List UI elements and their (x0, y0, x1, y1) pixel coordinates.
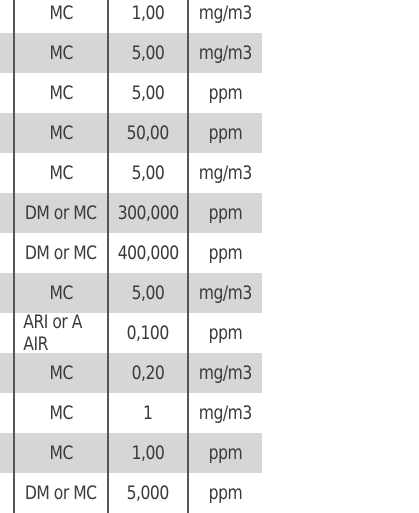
limit-type-text: MC (49, 162, 73, 184)
limit-type-cell (15, 233, 109, 273)
table-row (0, 273, 262, 313)
limit-unit-cell (189, 0, 262, 33)
limit-value-text: 1,00 (132, 433, 165, 473)
table-row (0, 473, 262, 513)
table-row (0, 353, 262, 393)
limit-value-cell (109, 0, 188, 33)
limit-type-text: MC (49, 402, 73, 424)
limit-value-cell (109, 233, 188, 273)
table-row (0, 73, 262, 113)
row-edge-cell (0, 473, 15, 513)
limit-value-text: 300,000 (117, 193, 178, 233)
table-row (0, 393, 262, 433)
limit-unit-text: mg/m3 (198, 2, 252, 24)
limit-type-cell (15, 473, 109, 513)
limit-unit-cell (189, 153, 262, 193)
limit-value-text: 400,000 (117, 242, 179, 264)
limit-unit-text: ppm (209, 433, 242, 473)
limit-value-text: 1,00 (131, 2, 165, 24)
limit-value-text: 5,00 (132, 273, 165, 313)
limit-type-text: MC (49, 113, 72, 153)
limit-unit-cell (189, 353, 262, 393)
limit-value-text: 50,00 (127, 113, 169, 153)
limit-unit-text: ppm (208, 82, 243, 104)
limit-value-cell (109, 473, 188, 513)
row-edge-cell (0, 153, 15, 193)
limit-unit-text: mg/m3 (199, 273, 252, 313)
limit-type-text: MC (49, 82, 73, 104)
limit-value-text: 5,00 (131, 162, 165, 184)
limit-type-text: MC (49, 2, 73, 24)
limit-type-cell (15, 113, 109, 153)
table-row (0, 153, 262, 193)
row-edge-cell (0, 353, 15, 393)
row-edge-cell (0, 0, 15, 33)
row-edge-cell (0, 233, 15, 273)
row-edge-cell (0, 113, 15, 153)
limit-type-cell (15, 33, 109, 73)
limit-type-text: MC (49, 273, 72, 313)
limit-unit-cell (189, 393, 262, 433)
limit-type-cell (15, 393, 109, 433)
table-row (0, 33, 262, 73)
limit-value-text: 5,00 (132, 33, 165, 73)
limit-type-cell (15, 73, 109, 113)
table-row (0, 433, 262, 473)
limit-unit-text: mg/m3 (198, 162, 252, 184)
row-edge-cell (0, 193, 15, 233)
table-row (0, 233, 262, 273)
limit-unit-cell (189, 33, 262, 73)
limit-type-text: MC (49, 33, 72, 73)
limit-type-text: DM or MC (25, 482, 97, 504)
limit-unit-cell (189, 113, 262, 153)
row-edge-cell (0, 33, 15, 73)
limit-unit-text: ppm (209, 113, 242, 153)
limit-value-cell (109, 153, 188, 193)
limit-value-cell (109, 273, 188, 313)
limit-unit-text: ppm (208, 482, 243, 504)
row-edge-cell (0, 393, 15, 433)
limit-unit-text: ppm (209, 193, 242, 233)
row-edge-cell (0, 73, 15, 113)
limit-value-text: 1 (143, 402, 153, 424)
limit-type-text: MC (49, 353, 72, 393)
table-row (0, 0, 262, 33)
table-row (0, 193, 262, 233)
limit-unit-cell (189, 473, 262, 513)
limit-value-text: 5,00 (131, 82, 165, 104)
limit-unit-text: mg/m3 (198, 402, 252, 424)
limit-unit-cell (189, 313, 262, 353)
limit-unit-text: mg/m3 (199, 33, 252, 73)
limit-unit-text: ppm (208, 322, 243, 344)
limit-type-text: DM or MC (25, 193, 97, 233)
limit-value-cell (109, 353, 188, 393)
row-edge-cell (0, 313, 15, 353)
table-row (0, 313, 262, 353)
limit-unit-cell (189, 233, 262, 273)
limit-type-cell (15, 433, 109, 473)
limit-unit-text: mg/m3 (199, 353, 252, 393)
limit-type-cell (15, 193, 109, 233)
limit-type-cell (15, 313, 109, 353)
limit-unit-cell (189, 433, 262, 473)
limit-type-cell (15, 273, 109, 313)
limit-type-cell (15, 153, 109, 193)
limit-type-text: MC (49, 433, 72, 473)
limit-unit-cell (189, 73, 262, 113)
limit-value-text: 5,000 (126, 482, 169, 504)
limit-value-text: 0,100 (126, 322, 169, 344)
limit-value-text: 0,20 (132, 353, 165, 393)
row-edge-cell (0, 433, 15, 473)
limit-type-text: DM or MC (25, 242, 97, 264)
limit-type-text: ARI or A AIR (23, 313, 82, 353)
limit-unit-cell (189, 193, 262, 233)
limit-value-cell (109, 73, 188, 113)
limit-value-cell (109, 393, 188, 433)
limit-value-cell (109, 313, 188, 353)
limit-value-cell (109, 433, 188, 473)
limit-unit-text: ppm (208, 242, 243, 264)
table-row (0, 113, 262, 153)
limit-value-cell (109, 193, 188, 233)
limit-unit-cell (189, 273, 262, 313)
row-edge-cell (0, 273, 15, 313)
limit-type-cell (15, 353, 109, 393)
limit-type-cell (15, 0, 109, 33)
limit-value-cell (109, 33, 188, 73)
limit-value-cell (109, 113, 188, 153)
